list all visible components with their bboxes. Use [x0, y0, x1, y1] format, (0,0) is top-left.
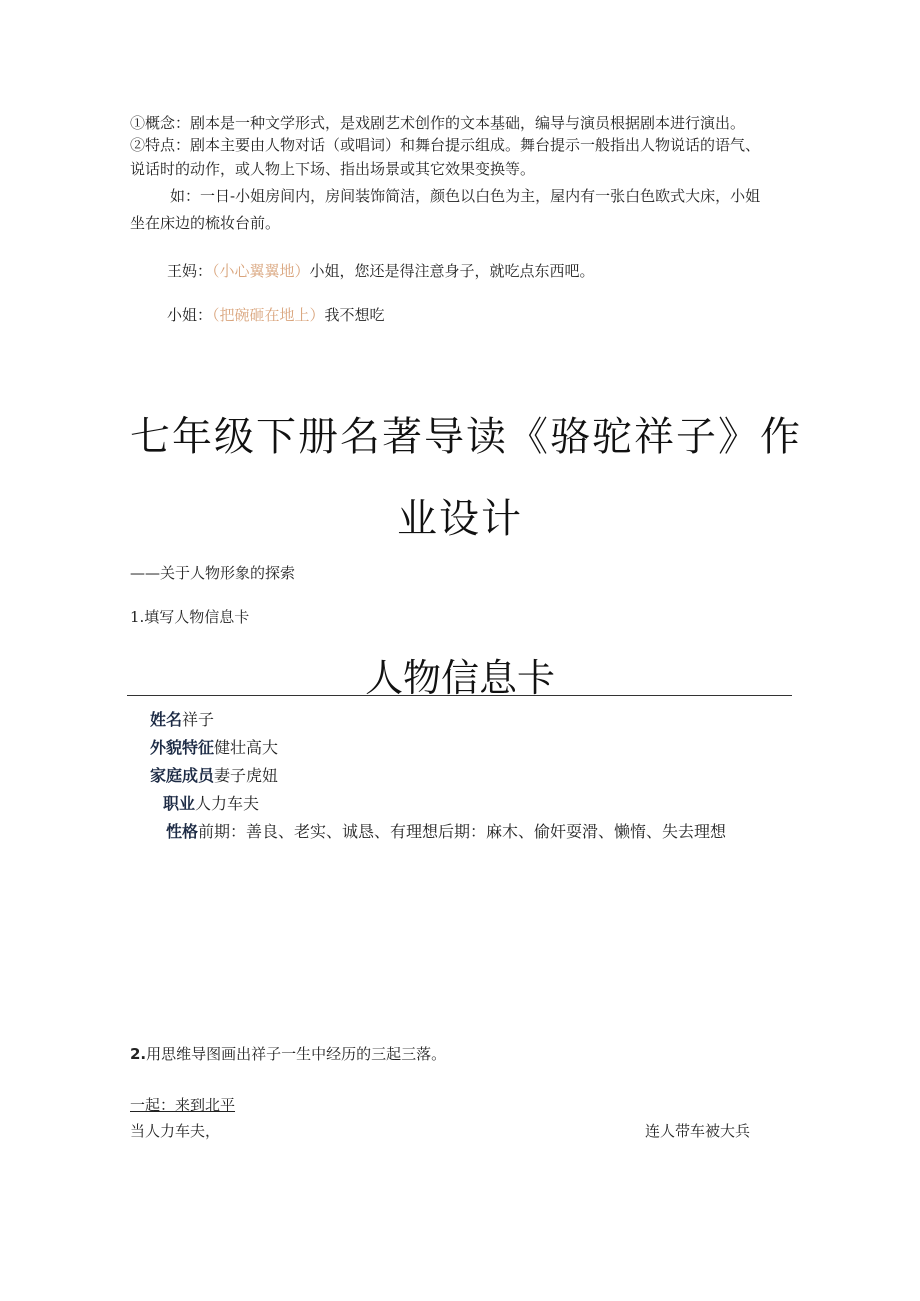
field-label: 职业: [163, 794, 196, 813]
field-value: 前期：善良、老实、诚恳、有理想后期：麻木、偷奸耍滑、懒惰、失去理想: [198, 822, 727, 841]
page-title-line1: 七年级下册名著导读《骆驼祥子》作: [130, 414, 802, 460]
dialogue-line: [167, 260, 595, 282]
task1-heading: 1.填写人物信息卡: [130, 608, 250, 626]
card-field-family: [150, 765, 278, 787]
concept-text: ①概念：剧本是一种文学形式，是戏剧艺术创作的文本基础，编导与演员根据剧本进行演出。: [130, 114, 746, 132]
card-field-appearance: [150, 737, 278, 759]
example-text-line1: 如：一日-小姐房间内，房间装饰简洁，颜色以白色为主，屋内有一张白色欧式大床，小姐: [170, 187, 761, 205]
dialogue-text: 我不想吃: [324, 306, 385, 324]
stage-direction: （小心翼翼地）: [212, 262, 310, 280]
field-value: 人力车夫: [195, 794, 260, 813]
field-value: 妻子虎妞: [214, 766, 279, 785]
page-title-line2: 业设计: [397, 496, 523, 542]
dialogue-text: 小姐，您还是得注意身子，就吃点东西吧。: [309, 262, 595, 280]
task2-number: 2.: [130, 1045, 147, 1063]
feature-text-line1: ②特点：剧本主要由人物对话（或唱词）和舞台提示组成。舞台提示一般指出人物说话的语气、: [130, 136, 761, 154]
card-divider: [127, 695, 792, 696]
subtitle: ——关于人物形象的探索: [130, 564, 296, 582]
dialogue-speaker: 小姐：: [167, 306, 213, 324]
rise1-right-note: 连人带车被大兵: [645, 1122, 751, 1140]
task2-text: 用思维导图画出祥子一生中经历的三起三落。: [146, 1045, 447, 1063]
card-heading: 人物信息卡: [364, 656, 555, 700]
rise1-left-note: 当人力车夫，: [130, 1122, 221, 1140]
dialogue-speaker: 王妈：: [167, 262, 213, 280]
task2-heading: [130, 1043, 446, 1065]
example-text-line2: 坐在床边的梳妆台前。: [130, 214, 281, 232]
field-label: 外貌特征: [150, 738, 215, 757]
field-label: 性格: [166, 822, 199, 841]
field-value: 健壮高大: [214, 738, 279, 757]
field-label: 姓名: [150, 710, 183, 729]
field-label: 家庭成员: [150, 766, 215, 785]
card-field-occupation: [163, 793, 259, 815]
card-field-name: [150, 709, 214, 731]
feature-text-line2: 说话时的动作，或人物上下场、指出场景或其它效果变换等。: [130, 160, 536, 178]
field-value: 祥子: [182, 710, 215, 729]
rise1-heading: 一起：来到北平: [130, 1096, 236, 1114]
stage-direction: （把碗砸在地上）: [212, 306, 325, 324]
dialogue-line: [167, 304, 385, 326]
card-field-personality: [166, 821, 726, 843]
